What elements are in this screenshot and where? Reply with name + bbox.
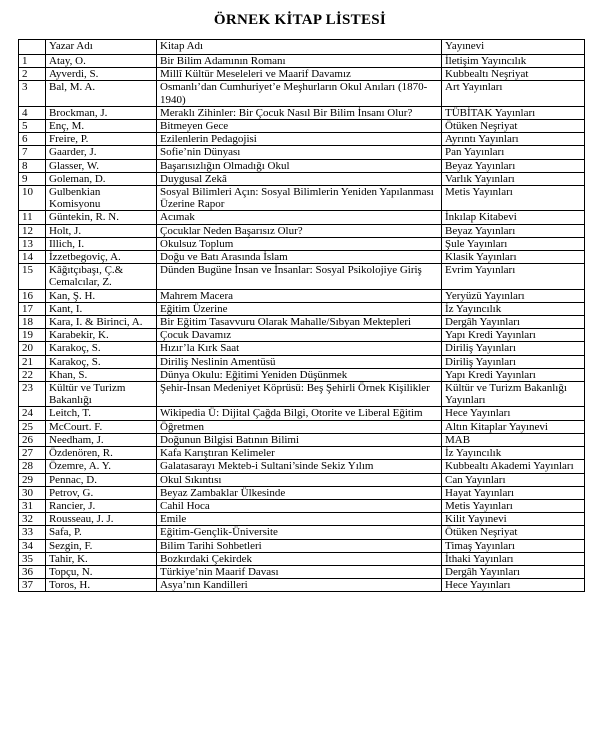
row-number: 14 (19, 251, 46, 264)
header-publisher: Yayınevi (442, 40, 585, 55)
row-number: 35 (19, 552, 46, 565)
table-row (19, 211, 585, 224)
book-title-cell: Şehir-İnsan Medeniyet Köprüsü: Beş Şehirli Örnek Kişilikler (157, 382, 442, 407)
author-cell: Pennac, D. (46, 473, 157, 486)
book-title-cell: Cahil Hoca (157, 499, 442, 512)
book-list-table (18, 39, 585, 592)
author-cell: Petrov, G. (46, 486, 157, 499)
row-number: 18 (19, 316, 46, 329)
book-title-cell: Diriliş Neslinin Amentüsü (157, 355, 442, 368)
publisher-cell: İz Yayıncılık (442, 447, 585, 460)
book-title-cell: Meraklı Zihinler: Bir Çocuk Nasıl Bir Bilim İnsanı Olur? (157, 106, 442, 119)
book-title-cell: Başarısızlığın Olmadığı Okul (157, 159, 442, 172)
row-number: 13 (19, 237, 46, 250)
table-row (19, 264, 585, 289)
table-row (19, 513, 585, 526)
book-title-cell: Bir Bilim Adamının Romanı (157, 55, 442, 68)
header-number (19, 40, 46, 55)
book-title-cell: Öğretmen (157, 420, 442, 433)
publisher-cell: Şule Yayınları (442, 237, 585, 250)
publisher-cell: Ötüken Neşriyat (442, 120, 585, 133)
table-row (19, 433, 585, 446)
book-title-cell: Türkiye’nin Maarif Davası (157, 565, 442, 578)
table-row (19, 224, 585, 237)
author-cell: Goleman, D. (46, 172, 157, 185)
table-row (19, 237, 585, 250)
row-number: 27 (19, 447, 46, 460)
publisher-cell: Kubbealtı Neşriyat (442, 68, 585, 81)
row-number: 1 (19, 55, 46, 68)
table-row (19, 565, 585, 578)
table-row (19, 159, 585, 172)
author-cell: Toros, H. (46, 579, 157, 592)
author-cell: McCourt. F. (46, 420, 157, 433)
table-row (19, 68, 585, 81)
row-number: 22 (19, 368, 46, 381)
author-cell: Brockman, J. (46, 106, 157, 119)
table-row (19, 460, 585, 473)
book-title-cell: Bozkırdaki Çekirdek (157, 552, 442, 565)
book-title-cell: Asya’nın Kandilleri (157, 579, 442, 592)
row-number: 17 (19, 302, 46, 315)
table-row (19, 552, 585, 565)
book-title-cell: Acımak (157, 211, 442, 224)
author-cell: Safa, P. (46, 526, 157, 539)
author-cell: Karakoç, S. (46, 355, 157, 368)
book-title-cell: Eğitim-Gençlik-Üniversite (157, 526, 442, 539)
author-cell: Kant, I. (46, 302, 157, 315)
publisher-cell: Diriliş Yayınları (442, 355, 585, 368)
row-number: 36 (19, 565, 46, 578)
row-number: 34 (19, 539, 46, 552)
author-cell: Needham, J. (46, 433, 157, 446)
publisher-cell: İthaki Yayınları (442, 552, 585, 565)
row-number: 9 (19, 172, 46, 185)
author-cell: Atay, O. (46, 55, 157, 68)
book-title-cell: Duygusal Zekâ (157, 172, 442, 185)
publisher-cell: Timaş Yayınları (442, 539, 585, 552)
author-cell: Özemre, A. Y. (46, 460, 157, 473)
row-number: 15 (19, 264, 46, 289)
publisher-cell: Hece Yayınları (442, 579, 585, 592)
row-number: 21 (19, 355, 46, 368)
row-number: 2 (19, 68, 46, 81)
table-row (19, 342, 585, 355)
table-row (19, 447, 585, 460)
publisher-cell: Art Yayınları (442, 81, 585, 106)
book-title-cell: Bir Eğitim Tasavvuru Olarak Mahalle/Sıbyan Mektepleri (157, 316, 442, 329)
table-row (19, 526, 585, 539)
table-row (19, 473, 585, 486)
page-title: ÖRNEK KİTAP LİSTESİ (213, 12, 387, 28)
book-title-cell: Eğitim Üzerine (157, 302, 442, 315)
book-title-cell: Dünden Bugüne İnsan ve İnsanlar: Sosyal Psikolojiye Giriş (157, 264, 442, 289)
row-number: 4 (19, 106, 46, 119)
publisher-cell: Klasik Yayınları (442, 251, 585, 264)
publisher-cell: Kubbealtı Akademi Yayınları (442, 460, 585, 473)
publisher-cell: Pan Yayınları (442, 146, 585, 159)
row-number: 10 (19, 186, 46, 211)
publisher-cell: İz Yayıncılık (442, 302, 585, 315)
publisher-cell: Dergâh Yayınları (442, 565, 585, 578)
table-header-row (19, 40, 585, 55)
table-row (19, 407, 585, 420)
table-row (19, 382, 585, 407)
row-number: 37 (19, 579, 46, 592)
publisher-cell: TÜBİTAK Yayınları (442, 106, 585, 119)
publisher-cell: İnkılap Kitabevi (442, 211, 585, 224)
book-title-cell: Wikipedia Ü: Dijital Çağda Bilgi, Otorite ve Liberal Eğitim (157, 407, 442, 420)
book-title-cell: Emile (157, 513, 442, 526)
book-title-cell: Okul Sıkıntısı (157, 473, 442, 486)
row-number: 16 (19, 289, 46, 302)
publisher-cell: Beyaz Yayınları (442, 224, 585, 237)
table-row (19, 579, 585, 592)
publisher-cell: Metis Yayınları (442, 499, 585, 512)
table-row (19, 329, 585, 342)
table-row (19, 172, 585, 185)
row-number: 20 (19, 342, 46, 355)
publisher-cell: Ötüken Neşriyat (442, 526, 585, 539)
table-row (19, 486, 585, 499)
book-title-cell: Ezilenlerin Pedagojisi (157, 133, 442, 146)
author-cell: Illich, I. (46, 237, 157, 250)
author-cell: Özdenören, R. (46, 447, 157, 460)
row-number: 33 (19, 526, 46, 539)
table-row (19, 146, 585, 159)
book-title-cell: Sofie’nin Dünyası (157, 146, 442, 159)
author-cell: Khan, S. (46, 368, 157, 381)
publisher-cell: Metis Yayınları (442, 186, 585, 211)
publisher-cell: Varlık Yayınları (442, 172, 585, 185)
book-title-cell: Sosyal Bilimleri Açın: Sosyal Bilimlerin Yeniden Yapılanması Üzerine Rapor (157, 186, 442, 211)
publisher-cell: Hayat Yayınları (442, 486, 585, 499)
publisher-cell: Kilit Yayınevi (442, 513, 585, 526)
publisher-cell: Beyaz Yayınları (442, 159, 585, 172)
publisher-cell: Hece Yayınları (442, 407, 585, 420)
author-cell: Enç, M. (46, 120, 157, 133)
row-number: 7 (19, 146, 46, 159)
author-cell: Rancier, J. (46, 499, 157, 512)
book-title-cell: Hızır’la Kırk Saat (157, 342, 442, 355)
author-cell: Holt, J. (46, 224, 157, 237)
table-row (19, 302, 585, 315)
row-number: 11 (19, 211, 46, 224)
table-row (19, 420, 585, 433)
publisher-cell: Yapı Kredi Yayınları (442, 329, 585, 342)
book-title-cell: Doğunun Bilgisi Batının Bilimi (157, 433, 442, 446)
book-title-cell: Bitmeyen Gece (157, 120, 442, 133)
book-title-cell: Galatasarayı Mekteb-i Sultani’sinde Sekiz Yılım (157, 460, 442, 473)
author-cell: Kan, Ş. H. (46, 289, 157, 302)
row-number: 19 (19, 329, 46, 342)
book-title-cell: Kafa Karıştıran Kelimeler (157, 447, 442, 460)
author-cell: Ayverdi, S. (46, 68, 157, 81)
table-row (19, 289, 585, 302)
table-row (19, 55, 585, 68)
row-number: 6 (19, 133, 46, 146)
book-title-cell: Mahrem Macera (157, 289, 442, 302)
book-title-cell: Çocuk Davamız (157, 329, 442, 342)
book-title-cell: Beyaz Zambaklar Ülkesinde (157, 486, 442, 499)
author-cell: Kâğıtçıbaşı, Ç.& Cemalcılar, Z. (46, 264, 157, 289)
author-cell: Bal, M. A. (46, 81, 157, 106)
row-number: 25 (19, 420, 46, 433)
book-title-cell: Okulsuz Toplum (157, 237, 442, 250)
row-number: 12 (19, 224, 46, 237)
row-number: 24 (19, 407, 46, 420)
header-author: Yazar Adı (46, 40, 157, 55)
publisher-cell: Yapı Kredi Yayınları (442, 368, 585, 381)
table-row (19, 499, 585, 512)
author-cell: Sezgin, F. (46, 539, 157, 552)
row-number: 8 (19, 159, 46, 172)
author-cell: Topçu, N. (46, 565, 157, 578)
publisher-cell: Dergâh Yayınları (442, 316, 585, 329)
table-row (19, 316, 585, 329)
author-cell: Rousseau, J. J. (46, 513, 157, 526)
row-number: 31 (19, 499, 46, 512)
table-row (19, 539, 585, 552)
row-number: 29 (19, 473, 46, 486)
publisher-cell: MAB (442, 433, 585, 446)
author-cell: Freire, P. (46, 133, 157, 146)
row-number: 26 (19, 433, 46, 446)
table-row (19, 120, 585, 133)
book-title-cell: Bilim Tarihi Sohbetleri (157, 539, 442, 552)
book-title-cell: Dünya Okulu: Eğitimi Yeniden Düşünmek (157, 368, 442, 381)
author-cell: Güntekin, R. N. (46, 211, 157, 224)
author-cell: Glasser, W. (46, 159, 157, 172)
table-row (19, 368, 585, 381)
table-row (19, 251, 585, 264)
table-body (19, 55, 585, 592)
row-number: 28 (19, 460, 46, 473)
row-number: 3 (19, 81, 46, 106)
publisher-cell: Kültür ve Turizm Bakanlığı Yayınları (442, 382, 585, 407)
publisher-cell: Yeryüzü Yayınları (442, 289, 585, 302)
table-row (19, 186, 585, 211)
row-number: 5 (19, 120, 46, 133)
book-title-cell: Osmanlı’dan Cumhuriyet’e Meşhurların Okul Anıları (1870-1940) (157, 81, 442, 106)
row-number: 23 (19, 382, 46, 407)
author-cell: Gulbenkian Komisyonu (46, 186, 157, 211)
table-row (19, 355, 585, 368)
publisher-cell: Ayrıntı Yayınları (442, 133, 585, 146)
publisher-cell: Can Yayınları (442, 473, 585, 486)
author-cell: Tahir, K. (46, 552, 157, 565)
book-title-cell: Millî Kültür Meseleleri ve Maarif Davamız (157, 68, 442, 81)
table-row (19, 133, 585, 146)
publisher-cell: Diriliş Yayınları (442, 342, 585, 355)
author-cell: Gaarder, J. (46, 146, 157, 159)
row-number: 30 (19, 486, 46, 499)
publisher-cell: Evrim Yayınları (442, 264, 585, 289)
author-cell: Kültür ve Turizm Bakanlığı (46, 382, 157, 407)
table-row (19, 81, 585, 106)
publisher-cell: İletişim Yayıncılık (442, 55, 585, 68)
header-book-title: Kitap Adı (157, 40, 442, 55)
author-cell: Kara, I. & Birinci, A. (46, 316, 157, 329)
author-cell: Karabekir, K. (46, 329, 157, 342)
book-title-cell: Doğu ve Batı Arasında İslam (157, 251, 442, 264)
row-number: 32 (19, 513, 46, 526)
author-cell: Leitch, T. (46, 407, 157, 420)
publisher-cell: Altın Kitaplar Yayınevi (442, 420, 585, 433)
author-cell: İzzetbegoviç, A. (46, 251, 157, 264)
author-cell: Karakoç, S. (46, 342, 157, 355)
table-row (19, 106, 585, 119)
book-title-cell: Çocuklar Neden Başarısız Olur? (157, 224, 442, 237)
